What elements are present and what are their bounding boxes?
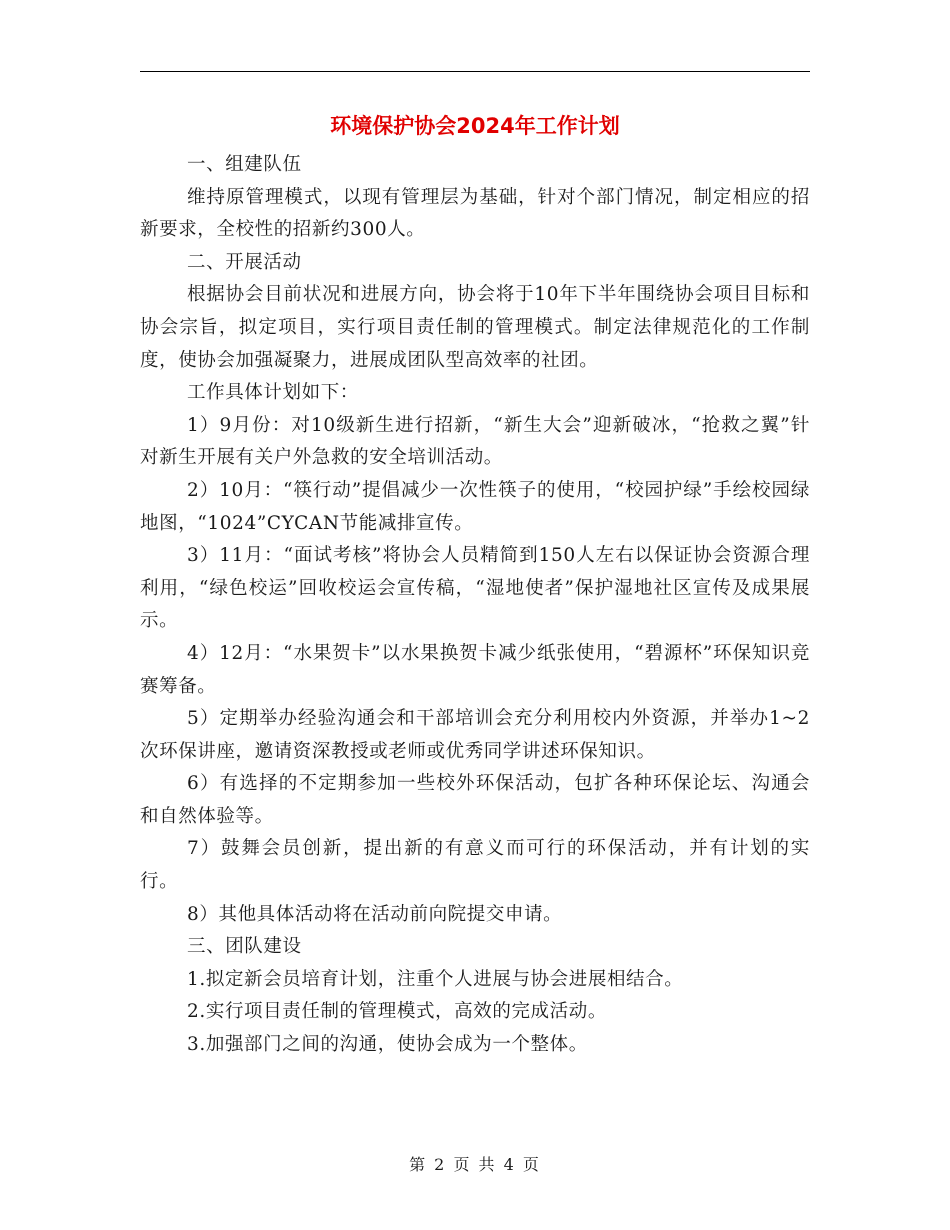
header-rule [140, 71, 810, 72]
document-title: 环境保护协会2024年工作计划 [330, 114, 620, 138]
plan-item: 8）其他具体活动将在活动前向院提交申请。 [187, 903, 563, 925]
plan-intro: 工作具体计划如下： [187, 382, 359, 404]
plan-item: 5）定期举办经验沟通会和干部培训会充分利用校内外资源，并举办1~2次环保讲座，邀请资深教授或老师或优秀同学讲述环保知识。 [140, 708, 810, 762]
page-number-footer: 第 2 页 共 4 页 [409, 1155, 541, 1174]
recruitment-paragraph: 维持原管理模式，以现有管理层为基础，针对个部门情况，制定相应的招新要求，全校性的招新约300人。 [140, 186, 810, 241]
plan-item: 7）鼓舞会员创新，提出新的有意义而可行的环保活动，并有计划的实行。 [140, 838, 810, 893]
team-item: 2.实行项目责任制的管理模式，高效的完成活动。 [187, 1001, 607, 1023]
plan-item: 4）12月：“水果贺卡”以水果换贺卡减少纸张使用，“碧源杯”环保知识竞赛筹备。 [140, 642, 810, 697]
team-item: 3.加强部门之间的沟通，使协会成为一个整体。 [187, 1034, 588, 1056]
document-body [140, 149, 810, 1062]
team-item: 1.拟定新会员培育计划，注重个人进展与协会进展相结合。 [187, 968, 684, 990]
section-heading-recruitment: 一、组建队伍 [187, 154, 302, 175]
section-heading-activities: 二、开展活动 [187, 251, 302, 273]
plan-item: 1）9月份：对10级新生进行招新，“新生大会”迎新破冰，“抢救之翼”针对新生开展有关户外急救的安全培训活动。 [140, 414, 810, 469]
activities-paragraph: 根据协会目前状况和进展方向，协会将于10年下半年围绕协会项目目标和协会宗旨，拟定项目，实行项目责任制的管理模式。制定法律规范化的工作制度，使协会加强凝聚力，进展成团队型高效率的社团。 [140, 284, 810, 371]
plan-item: 2）10月：“筷行动”提倡减少一次性筷子的使用，“校园护绿”手绘校园绿地图，“1024”CYCAN节能减排宣传。 [140, 479, 810, 534]
section-heading-team: 三、团队建设 [187, 936, 302, 958]
plan-item: 6）有选择的不定期参加一些校外环保活动，包扩各种环保论坛、沟通会和自然体验等。 [140, 773, 810, 827]
plan-item: 3）11月：“面试考核”将协会人员精简到150人左右以保证协会资源合理利用，“绿色校运”回收校运会宣传稿，“湿地使者”保护湿地社区宣传及成果展示。 [140, 545, 810, 632]
